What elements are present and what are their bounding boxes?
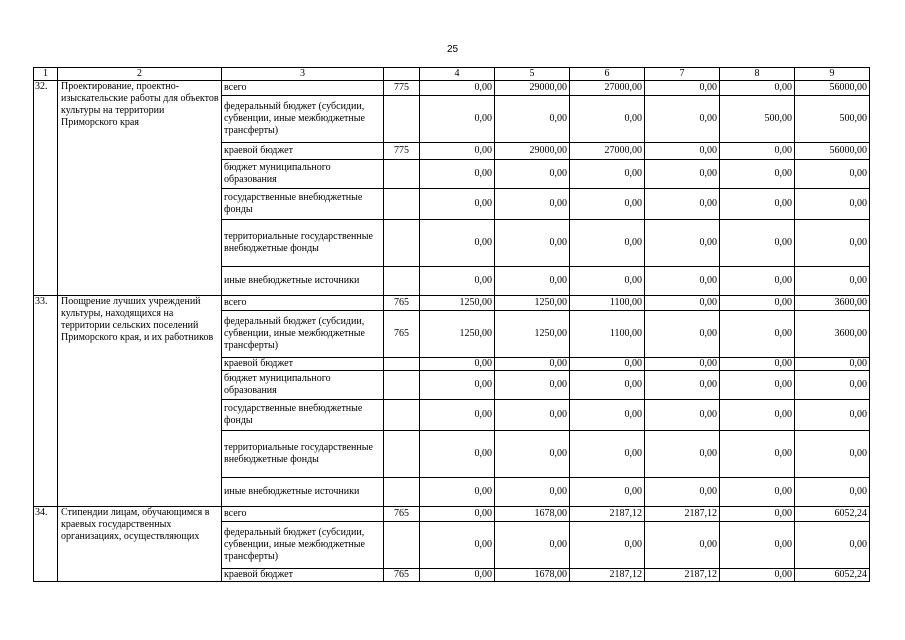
amount-cell: 29000,00 [495,143,570,160]
total-cell: 6052,24 [795,569,870,582]
amount-cell: 0,00 [420,189,495,220]
amount-cell: 0,00 [420,81,495,96]
total-cell: 56000,00 [795,143,870,160]
funding-source: бюджет муниципального образования [222,371,384,400]
amount-cell: 0,00 [495,189,570,220]
total-cell: 56000,00 [795,81,870,96]
total-cell: 3600,00 [795,296,870,311]
amount-cell: 0,00 [720,431,795,478]
budget-code [384,160,420,189]
budget-table [33,67,870,582]
amount-cell: 0,00 [570,522,645,569]
amount-cell: 0,00 [420,220,495,267]
funding-source: федеральный бюджет (субсидии, субвенции, иные межбюджетные трансферты) [222,522,384,569]
amount-cell: 0,00 [645,478,720,507]
budget-code: 765 [384,569,420,582]
item-number: 34. [34,507,58,582]
amount-cell: 0,00 [420,522,495,569]
amount-cell: 0,00 [720,400,795,431]
amount-cell: 0,00 [495,160,570,189]
amount-cell: 0,00 [645,160,720,189]
amount-cell: 0,00 [645,267,720,296]
total-cell: 0,00 [795,220,870,267]
amount-cell: 0,00 [495,371,570,400]
funding-source: федеральный бюджет (субсидии, субвенции, иные межбюджетные трансферты) [222,311,384,358]
amount-cell: 1250,00 [495,311,570,358]
header-cell: 1 [34,68,58,81]
header-cell: 8 [720,68,795,81]
table-row [34,296,870,311]
funding-source: иные внебюджетные источники [222,267,384,296]
amount-cell: 0,00 [495,358,570,371]
funding-source: бюджет муниципального образования [222,160,384,189]
budget-code [384,400,420,431]
amount-cell: 0,00 [720,522,795,569]
item-name: Проектирование, проектно-изыскательские работы для объектов культуры на территории Приморского края [58,81,222,296]
amount-cell: 0,00 [420,96,495,143]
item-number: 33. [34,296,58,507]
amount-cell: 0,00 [495,96,570,143]
amount-cell: 0,00 [720,296,795,311]
funding-source: краевой бюджет [222,569,384,582]
amount-cell: 1678,00 [495,507,570,522]
amount-cell: 0,00 [420,431,495,478]
amount-cell: 27000,00 [570,81,645,96]
header-cell: 3 [222,68,384,81]
amount-cell: 0,00 [720,311,795,358]
funding-source: федеральный бюджет (субсидии, субвенции, иные межбюджетные трансферты) [222,96,384,143]
total-cell: 0,00 [795,371,870,400]
header-cell: 9 [795,68,870,81]
amount-cell: 0,00 [720,143,795,160]
amount-cell: 0,00 [720,220,795,267]
page-number: 25 [446,44,459,55]
budget-code [384,189,420,220]
amount-cell: 0,00 [420,143,495,160]
header-cell: 2 [58,68,222,81]
total-cell: 0,00 [795,358,870,371]
total-cell: 0,00 [795,431,870,478]
amount-cell: 500,00 [720,96,795,143]
amount-cell: 0,00 [570,220,645,267]
amount-cell: 0,00 [720,358,795,371]
amount-cell: 0,00 [645,296,720,311]
amount-cell: 0,00 [495,400,570,431]
amount-cell: 29000,00 [495,81,570,96]
budget-code: 775 [384,81,420,96]
table-row [34,507,870,522]
funding-source: иные внебюджетные источники [222,478,384,507]
header-cell: 5 [495,68,570,81]
amount-cell: 1100,00 [570,296,645,311]
amount-cell: 2187,12 [570,507,645,522]
total-cell: 500,00 [795,96,870,143]
item-name: Стипендии лицам, обучающимся в краевых государственных организациях, осуществляющих [58,507,222,582]
header-cell: 6 [570,68,645,81]
amount-cell: 0,00 [720,189,795,220]
amount-cell: 0,00 [720,478,795,507]
total-cell: 0,00 [795,267,870,296]
table-row [34,81,870,96]
budget-code: 765 [384,507,420,522]
amount-cell: 0,00 [420,400,495,431]
funding-source: краевой бюджет [222,358,384,371]
budget-code: 765 [384,296,420,311]
amount-cell: 1250,00 [420,296,495,311]
amount-cell: 0,00 [570,478,645,507]
amount-cell: 1100,00 [570,311,645,358]
amount-cell: 0,00 [645,431,720,478]
amount-cell: 0,00 [720,81,795,96]
funding-source: территориальные государственные внебюджетные фонды [222,220,384,267]
amount-cell: 0,00 [420,371,495,400]
amount-cell: 0,00 [495,522,570,569]
amount-cell: 0,00 [720,371,795,400]
amount-cell: 1250,00 [420,311,495,358]
amount-cell: 0,00 [645,311,720,358]
amount-cell: 2187,12 [645,569,720,582]
budget-code [384,431,420,478]
amount-cell: 0,00 [645,371,720,400]
amount-cell: 0,00 [645,143,720,160]
funding-source: всего [222,296,384,311]
amount-cell: 0,00 [420,160,495,189]
budget-code [384,371,420,400]
amount-cell: 0,00 [720,267,795,296]
amount-cell: 0,00 [570,96,645,143]
amount-cell: 0,00 [570,431,645,478]
amount-cell: 2187,12 [645,507,720,522]
amount-cell: 0,00 [720,507,795,522]
amount-cell: 0,00 [645,358,720,371]
amount-cell: 0,00 [420,267,495,296]
total-cell: 0,00 [795,400,870,431]
amount-cell: 27000,00 [570,143,645,160]
amount-cell: 0,00 [570,160,645,189]
amount-cell: 0,00 [420,507,495,522]
funding-source: всего [222,507,384,522]
amount-cell: 0,00 [645,522,720,569]
amount-cell: 0,00 [570,267,645,296]
header-cell [384,68,420,81]
amount-cell: 0,00 [645,81,720,96]
total-cell: 0,00 [795,522,870,569]
total-cell: 0,00 [795,189,870,220]
funding-source: всего [222,81,384,96]
amount-cell: 0,00 [420,478,495,507]
amount-cell: 0,00 [570,371,645,400]
amount-cell: 0,00 [420,358,495,371]
total-cell: 3600,00 [795,311,870,358]
item-number: 32. [34,81,58,296]
total-cell: 0,00 [795,160,870,189]
budget-code: 765 [384,311,420,358]
header-row [34,68,870,81]
budget-code [384,522,420,569]
amount-cell: 0,00 [495,431,570,478]
funding-source: территориальные государственные внебюджетные фонды [222,431,384,478]
amount-cell: 0,00 [495,478,570,507]
budget-code [384,358,420,371]
amount-cell: 0,00 [720,160,795,189]
amount-cell: 1250,00 [495,296,570,311]
header-cell: 4 [420,68,495,81]
amount-cell: 1678,00 [495,569,570,582]
budget-code [384,220,420,267]
budget-code: 775 [384,143,420,160]
total-cell: 0,00 [795,478,870,507]
amount-cell: 0,00 [645,96,720,143]
amount-cell: 0,00 [645,189,720,220]
amount-cell: 0,00 [495,267,570,296]
item-name: Поощрение лучших учреждений культуры, находящихся на территории сельских поселений Приморского края, и их работников [58,296,222,507]
funding-source: государственные внебюджетные фонды [222,189,384,220]
amount-cell: 0,00 [495,220,570,267]
total-cell: 6052,24 [795,507,870,522]
amount-cell: 0,00 [570,358,645,371]
budget-code [384,96,420,143]
amount-cell: 0,00 [570,189,645,220]
funding-source: краевой бюджет [222,143,384,160]
amount-cell: 0,00 [720,569,795,582]
budget-code [384,267,420,296]
header-cell: 7 [645,68,720,81]
amount-cell: 0,00 [570,400,645,431]
amount-cell: 0,00 [645,400,720,431]
funding-source: государственные внебюджетные фонды [222,400,384,431]
amount-cell: 2187,12 [570,569,645,582]
budget-code [384,478,420,507]
amount-cell: 0,00 [420,569,495,582]
amount-cell: 0,00 [645,220,720,267]
